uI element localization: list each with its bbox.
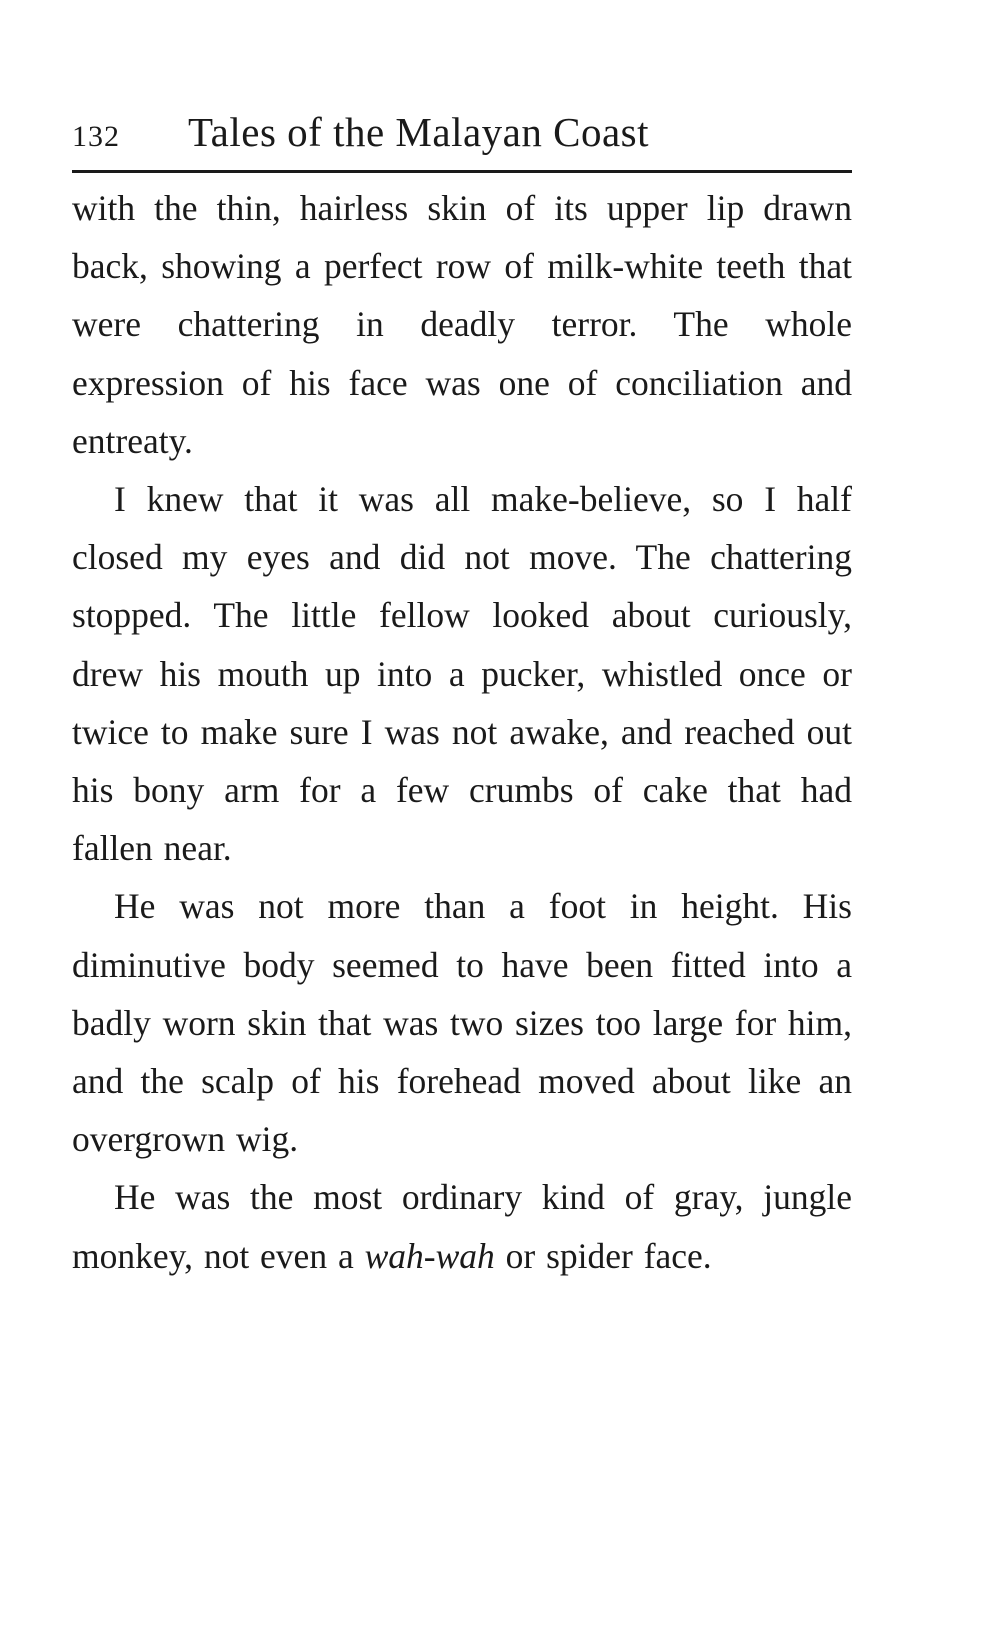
book-page	[72, 108, 852, 1285]
italic-term: wah-wah	[364, 1235, 495, 1276]
body-text	[72, 179, 852, 1285]
page-number: 132	[72, 120, 120, 153]
paragraph-make-believe: I knew that it was all make-believe, so I half closed my eyes and did not move. The chattering stopped. The little fellow looked about curiously, drew his mouth up into a pucker, whistled once or twice to make sure I was not awake, and reached out his bony arm for a few crumbs of cake that had fallen near.	[72, 479, 852, 869]
running-title: Tales of the Malayan Coast	[188, 109, 649, 155]
paragraph-height: He was not more than a foot in height. His diminutive body seemed to have been fitted into a badly worn skin that was two sizes too large for him, and the scalp of his forehead moved about like an overgrown wig.	[72, 886, 852, 1160]
paragraph-text-before: He was the most ordinary kind of gray, jungle monkey, not even a	[72, 1177, 852, 1276]
paragraph-ordinary-monkey	[72, 1168, 852, 1284]
paragraph-continued: with the thin, hairless skin of its upper lip drawn back, showing a perfect row of milk-white teeth that were chattering in deadly terror. The whole expression of his face was one of conciliation and entreaty.	[72, 188, 852, 461]
running-head	[72, 108, 852, 173]
paragraph-text-after: or spider face.	[494, 1235, 712, 1276]
